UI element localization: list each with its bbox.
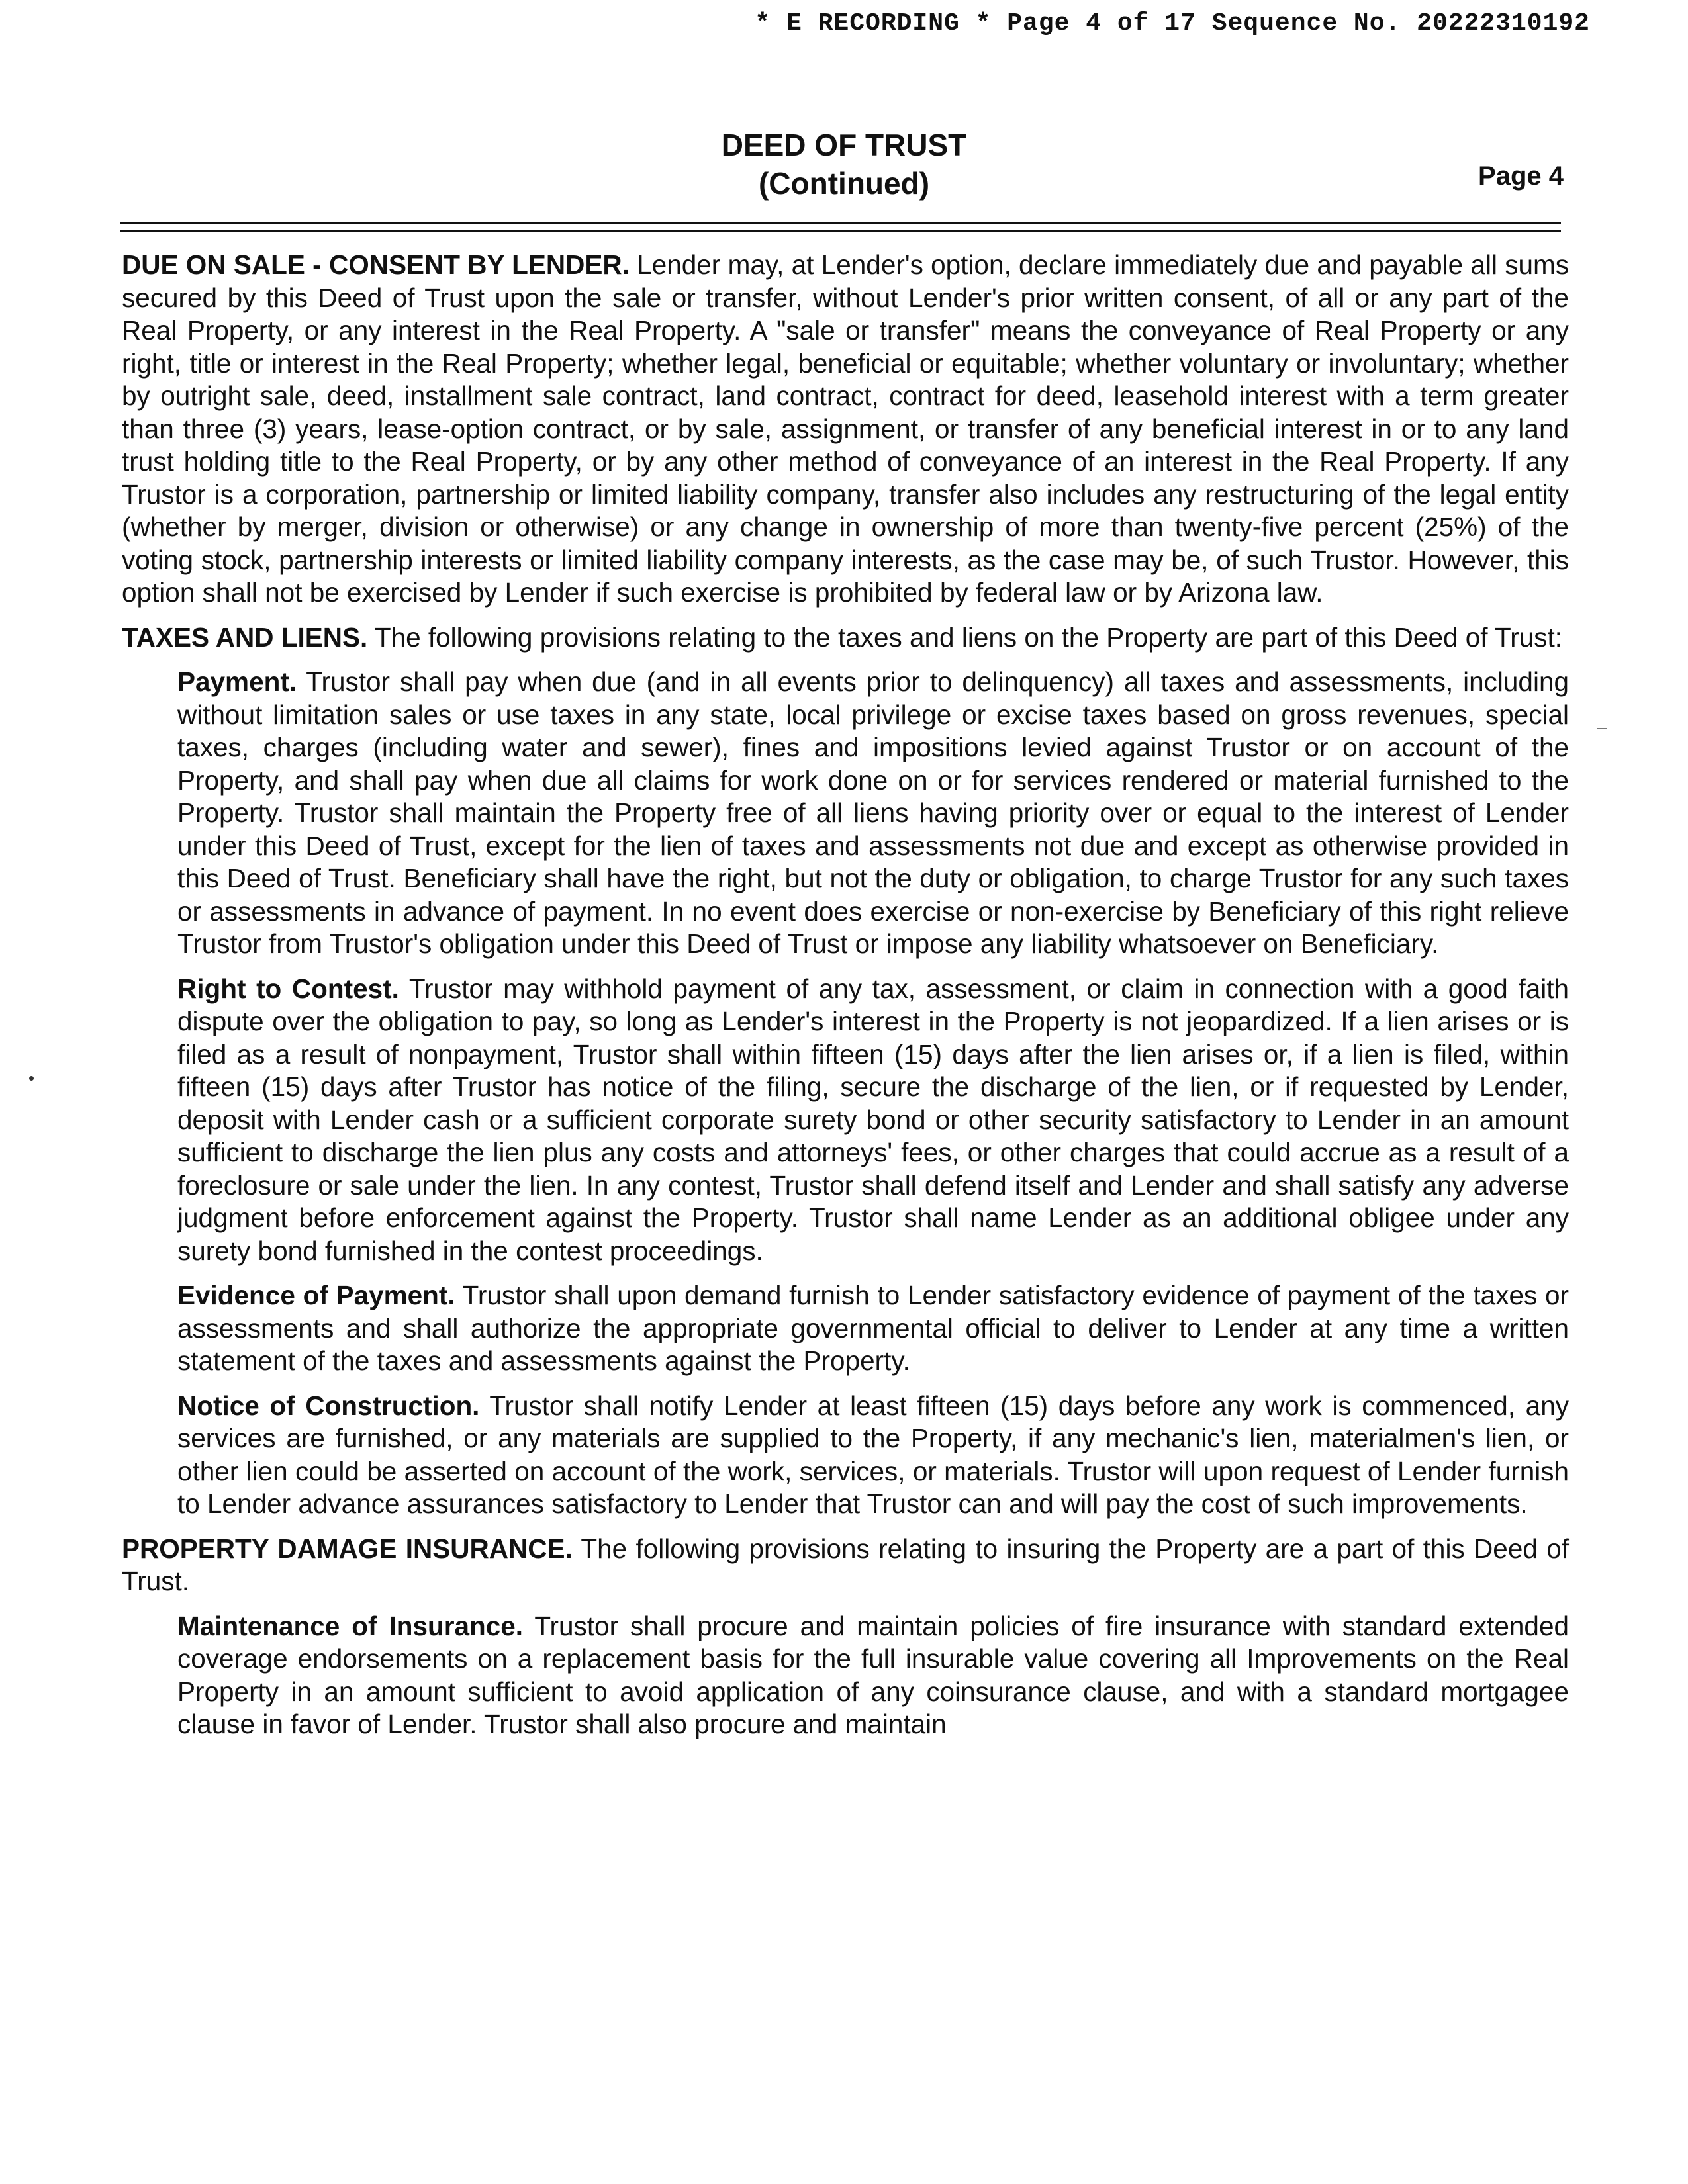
header-divider-top [120,222,1561,224]
subsection-text: Trustor shall upon demand furnish to Lender satisfactory evidence of payment of the taxes or assessments and shall authorize the appropriate governmental official to deliver to Lender at any time a written statement of the taxes and assessments against the Property. [177,1280,1569,1376]
margin-mark [1597,728,1607,729]
section-text: The following provisions relating to insuring the Property are a part of this Deed of Trust. [122,1533,1569,1596]
section-heading: PROPERTY DAMAGE INSURANCE. [122,1533,573,1564]
subsection-notice-of-construction [177,1390,1569,1521]
subsection-right-to-contest [177,973,1569,1268]
subsection-heading: Evidence of Payment. [177,1280,455,1310]
subsection-text: Trustor shall notify Lender at least fifteen (15) days before any work is commenced, any services are furnished, or any materials are supplied to the Property, if any mechanic's lien, materialmen's lien, or other lien could be asserted on account of the work, services, or materials. Trustor will upon request of Lender furnish to Lender advance assurances satisfactory to Lender that Trustor can and will pay the cost of such improvements. [177,1390,1569,1519]
scan-speck [29,1076,34,1081]
subsection-maintenance-of-insurance [177,1610,1569,1741]
page-label: Page 4 [1478,161,1564,191]
section-taxes-and-liens [122,621,1569,655]
document-body [122,249,1569,1753]
subsection-text: Trustor may withhold payment of any tax, assessment, or claim in connection with a good faith dispute over the obligation to pay, so long as Lender's interest in the Property is not jeopardized. If a lien arises or is filed as a result of nonpayment, Trustor shall within fifteen (15) days after the lien arises or, if a lien is filed, within fifteen (15) days after Trustor has notice of the filing, secure the discharge of the lien, or if requested by Lender, deposit with Lender cash or a sufficient corporate surety bond or other security satisfactory to Lender in an amount sufficient to discharge the lien plus any costs and attorneys' fees, or other charges that could accrue as a result of a foreclosure or sale under the lien. In any contest, Trustor shall defend itself and Lender and shall satisfy any adverse judgment before enforcement against the Property. Trustor shall name Lender as an additional obligee under any surety bond furnished in the contest proceedings. [177,973,1569,1266]
section-text: The following provisions relating to the taxes and liens on the Property are part of this Deed of Trust: [374,621,1563,653]
document-title: DEED OF TRUST [721,128,967,162]
section-text: Lender may, at Lender's option, declare immediately due and payable all sums secured by this Deed of Trust upon the sale or transfer, without Lender's prior written consent, of all or any part of the Real Property, or any interest in the Real Property. A "sale or transfer" means the conveyance of Real Property or any right, title or interest in the Real Property; whether legal, beneficial or equitable; whether voluntary or involuntary; whether by outright sale, deed, installment sale contract, land contract, contract for deed, leasehold interest with a term greater than three (3) years, lease-option contract, or by sale, assignment, or transfer of any beneficial interest in or to any land trust holding title to the Real Property, or by any other method of conveyance of an interest in the Real Property. If any Trustor is a corporation, partnership or limited liability company, transfer also includes any restructuring of the legal entity (whether by merger, division or otherwise) or any change in ownership of more than twenty-five percent (25%) of the voting stock, partnership interests or limited liability company interests, as the case may be, of such Trustor. However, this option shall not be exercised by Lender if such exercise is prohibited by federal law or by Arizona law. [122,250,1570,608]
subsection-heading: Notice of Construction. [177,1390,480,1421]
section-due-on-sale [122,249,1569,610]
subsection-evidence-of-payment [177,1279,1569,1378]
subsection-payment [177,666,1569,961]
document-subtitle: (Continued) [758,166,930,201]
section-heading: DUE ON SALE - CONSENT BY LENDER. [122,250,630,280]
subsection-heading: Payment. [177,666,297,697]
header-divider-bottom [120,230,1561,232]
subsection-heading: Right to Contest. [177,973,399,1004]
subsection-heading: Maintenance of Insurance. [177,1610,524,1641]
document-title-block [0,126,1688,203]
subsection-text: Trustor shall procure and maintain policies of fire insurance with standard extended coverage endorsements on a replacement basis for the full insurable value covering all Improvements on the Real Property in an amount sufficient to avoid application of any coinsurance clause, and with a standard mortgagee clause in favor of Lender. Trustor shall also procure and maintain [177,1610,1569,1739]
section-property-damage-insurance [122,1533,1569,1598]
section-heading: TAXES AND LIENS. [122,621,368,653]
subsection-text: Trustor shall pay when due (and in all events prior to delinquency) all taxes and assessments, including without limitation sales or use taxes in any state, local privilege or excise taxes based on gross revenues, special taxes, charges (including water and sewer), fines and impositions levied against Trustor or on account of the Property, and shall pay when due all claims for work done on or for services rendered or material furnished to the Property. Trustor shall maintain the Property free of all liens having priority over or equal to the interest of Lender under this Deed of Trust, except for the lien of taxes and assessments not due and except as otherwise provided in this Deed of Trust. Beneficiary shall have the right, but not the duty or obligation, to charge Trustor for any such taxes or assessments in advance of payment. In no event does exercise or non-exercise by Beneficiary of this right relieve Trustor from Trustor's obligation under this Deed of Trust or impose any liability whatsoever on Beneficiary. [177,666,1570,959]
recording-header: * E RECORDING * Page 4 of 17 Sequence No. 20222310192 [755,9,1590,38]
